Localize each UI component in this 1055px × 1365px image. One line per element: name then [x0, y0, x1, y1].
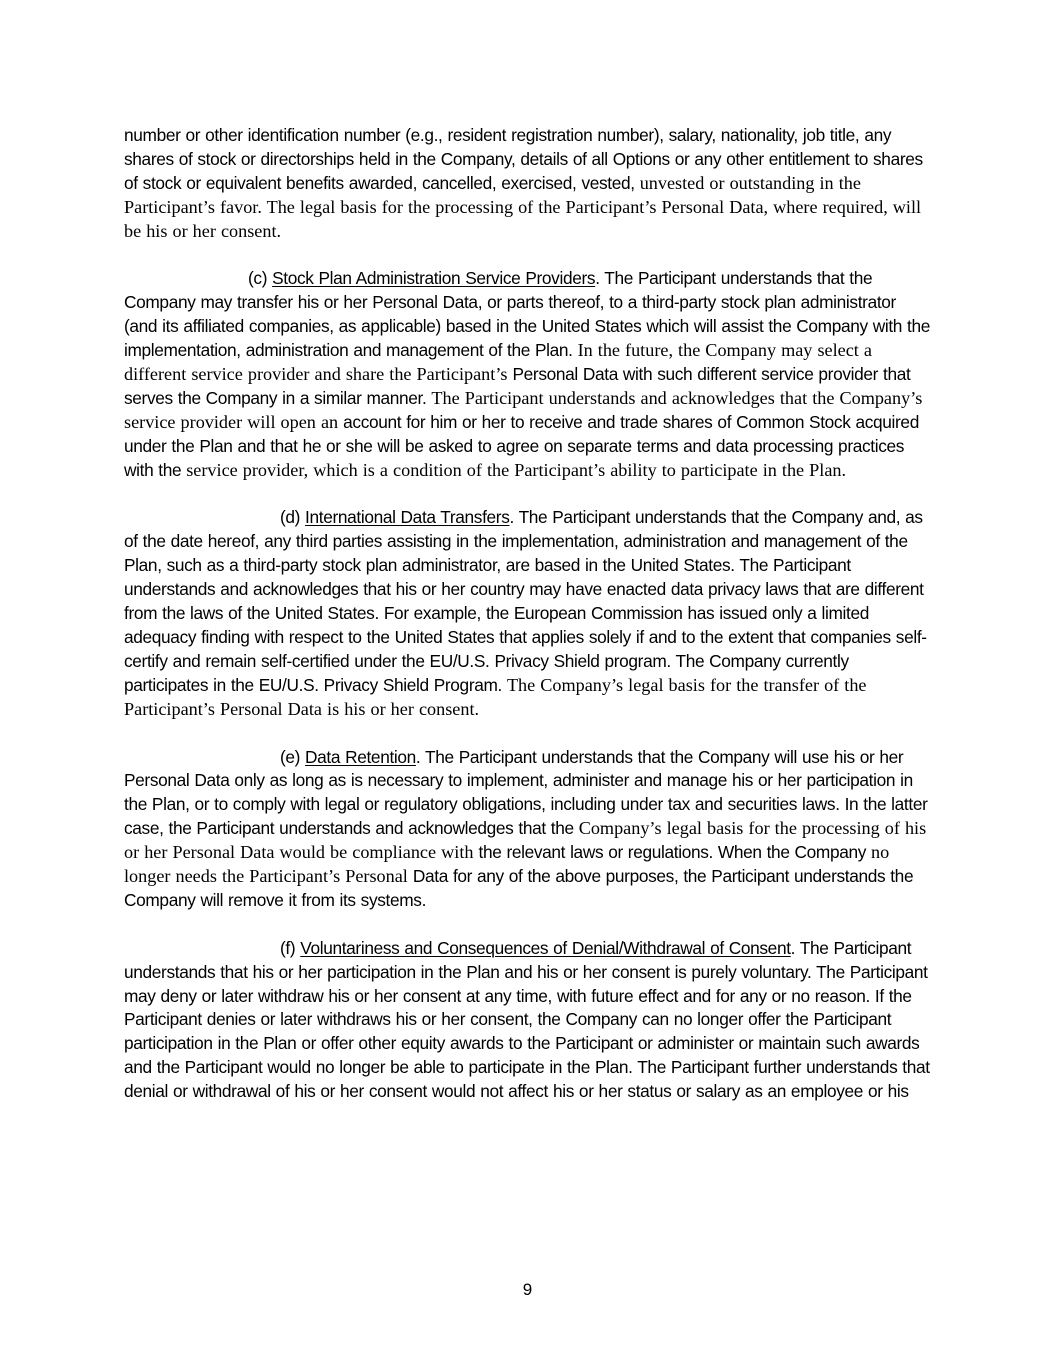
text-segment: Personal Data with such different service provider that serves the Company in a similar manner.: [124, 364, 911, 408]
text-segment: The Company’s legal basis for the transfer of the Participant’s Personal Data is his or her consent.: [124, 674, 867, 719]
text-segment: In the future, the Company may select a different service provider and share the Participant’s: [124, 340, 872, 385]
page-number: 9: [522, 1280, 533, 1299]
section-label: (c): [248, 268, 273, 289]
paragraph-voluntariness-consent: [124, 937, 932, 1104]
text-segment: Data for any of the above purposes, the Participant understands the Company will remove it from its systems.: [124, 866, 914, 910]
text-segment: no longer needs the Participant’s Personal: [124, 842, 890, 887]
text-segment: . The Participant understands that the Company and, as of the date hereof, any third parties assisting in the implementation, administration and management of the Plan, such as a third-party stock plan administrator, are based in the United States. The Participant understands and acknowledges that his or her country may have enacted data privacy laws that are different from the laws of the United States. For example, the European Commission has issued only a limited adequacy finding with respect to the United States that applies solely if and to the extent that companies self-certify and remain self-certified under the EU/U.S. Privacy Shield program. The Company currently participates in the EU/U.S. Privacy Shield Program.: [124, 507, 927, 695]
text-segment: The Participant understands and acknowledges that the Company’s service provider will open an: [124, 387, 923, 432]
section-label: (e): [280, 746, 306, 767]
section-heading: International Data Transfers: [305, 507, 510, 528]
paragraph-data-retention: [124, 746, 932, 913]
paragraph-international-data-transfers: [124, 506, 932, 721]
text-segment: Company’s legal basis for the processing of his or her Personal Data would be compliance with: [124, 818, 927, 863]
text-segment: . The Participant understands that the Company will use his or her Personal Data only as long as is necessary to implement, administer and manage his or her participation in the Plan, or to comply with legal or regulatory obligations, including under tax and securities laws. In the latter case, the Participant understands and acknowledges that the: [124, 746, 928, 839]
section-heading: Data Retention: [305, 746, 416, 767]
section-heading: Voluntariness and Consequences of Denial/Withdrawal of Consent: [300, 937, 791, 958]
paragraph-stock-plan-service-providers: [124, 267, 932, 482]
text-segment: unvested or outstanding in the Participant’s favor. The legal basis for the processing of the Participant’s Personal Data, where required, will be his or her consent.: [124, 172, 922, 241]
section-label: (f): [280, 937, 301, 958]
document-body: [124, 124, 932, 1128]
section-label: (d): [280, 507, 306, 528]
text-segment: the relevant laws or regulations. When the Company: [478, 842, 871, 863]
text-segment: . The Participant understands that the Company may transfer his or her Personal Data, or parts thereof, to a third-party stock plan administrator (and its affiliated companies, as applicable) based in the United States which will assist the Company with the implementation, administration and management of the Plan.: [124, 268, 930, 361]
section-heading: Stock Plan Administration Service Providers: [272, 268, 596, 289]
text-segment: service provider, which is a condition of the Participant’s ability to participate in the Plan.: [186, 459, 847, 480]
text-segment: . The Participant understands that his or her participation in the Plan and his or her consent is purely voluntary. The Participant may deny or later withdraw his or her consent at any time, with future effect and for any or no reason. If the Participant denies or later withdraws his or her consent, the Company can no longer offer the Participant participation in the Plan or offer other equity awards to the Participant or administer or maintain such awards and the Participant would no longer be able to participate in the Plan. The Participant further understands that denial or withdrawal of his or her consent would not affect his or her status or salary as an employee or his: [124, 937, 930, 1102]
text-segment: account for him or her to receive and trade shares of Common Stock acquired under the Plan and that he or she will be asked to agree on separate terms and data processing practices with the: [124, 411, 919, 480]
text-segment: number or other identification number (e.g., resident registration number), salary, nationality, job title, any shares of stock or directorships held in the Company, details of all Options or any other entitlement to shares of stock or equivalent benefits awarded, cancelled, exercised, vested,: [124, 125, 923, 193]
paragraph-personal-data-continued: [124, 124, 932, 244]
